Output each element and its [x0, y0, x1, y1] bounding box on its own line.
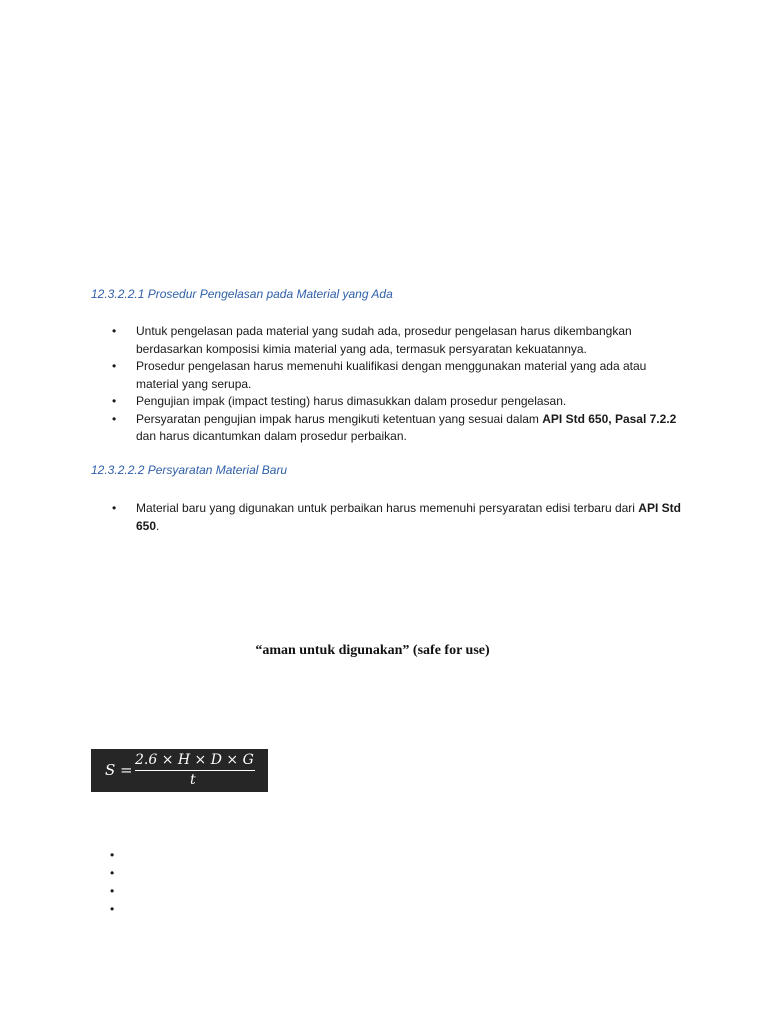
section-heading-existing-material: 12.3.2.2.1 Prosedur Pengelasan pada Material yang Ada — [91, 287, 393, 301]
list-item-text: Prosedur pengelasan harus memenuhi kualifikasi dengan menggunakan material yang ada atau material yang serupa. — [136, 359, 647, 391]
bullet-list-new-material — [91, 500, 681, 535]
formula-denominator: t — [190, 772, 196, 788]
list-item-text: Material baru yang digunakan untuk perbaikan harus memenuhi persyaratan edisi terbaru dari — [136, 501, 639, 515]
list-item-text: dan harus dicantumkan dalam prosedur perbaikan. — [136, 429, 407, 443]
section-heading-new-material: 12.3.2.2.2 Persyaratan Material Baru — [91, 463, 288, 477]
empty-list-item — [110, 900, 114, 918]
bold-reference: API Std 650 — [136, 501, 681, 533]
empty-bullet-list — [110, 846, 114, 918]
safe-for-use-caption: “aman untuk digunakan” (safe for use) — [255, 643, 490, 658]
list-item — [91, 393, 681, 411]
bullet-dot: • — [112, 324, 117, 338]
formula-lhs: S = — [105, 761, 133, 779]
list-item-text: Persyaratan pengujian impak harus mengikuti ketentuan yang sesuai dalam — [136, 411, 543, 426]
list-item-text: Untuk pengelasan pada material yang sudah ada, prosedur pengelasan harus dikembangkan berdasarkan komposisi kimia material yang ada, termasuk persyaratan kekuatannya. — [136, 324, 632, 356]
bullet-dot: • — [112, 359, 117, 373]
formula-numerator: 2.6 × H × D × G — [135, 752, 254, 768]
list-item — [91, 323, 681, 358]
bullet-dot: • — [112, 411, 117, 426]
bullet-dot: • — [110, 884, 115, 898]
bullet-dot: • — [110, 866, 115, 880]
empty-list-item — [110, 864, 114, 882]
bullet-dot: • — [110, 902, 115, 916]
list-item — [91, 500, 681, 535]
bullet-list-existing-material — [91, 323, 681, 446]
empty-list-item — [110, 882, 114, 900]
empty-list-item — [110, 846, 114, 864]
list-item — [91, 411, 681, 446]
list-item — [91, 358, 681, 393]
bullet-dot: • — [112, 394, 117, 408]
bullet-dot: • — [110, 848, 115, 862]
list-item-text: . — [156, 518, 160, 533]
stress-formula-image — [91, 749, 268, 792]
bold-reference: API Std 650, Pasal 7.2.2 — [542, 411, 677, 426]
formula-fraction-bar — [135, 770, 255, 771]
bullet-dot: • — [112, 501, 117, 515]
list-item-text: Pengujian impak (impact testing) harus dimasukkan dalam prosedur pengelasan. — [136, 394, 567, 408]
